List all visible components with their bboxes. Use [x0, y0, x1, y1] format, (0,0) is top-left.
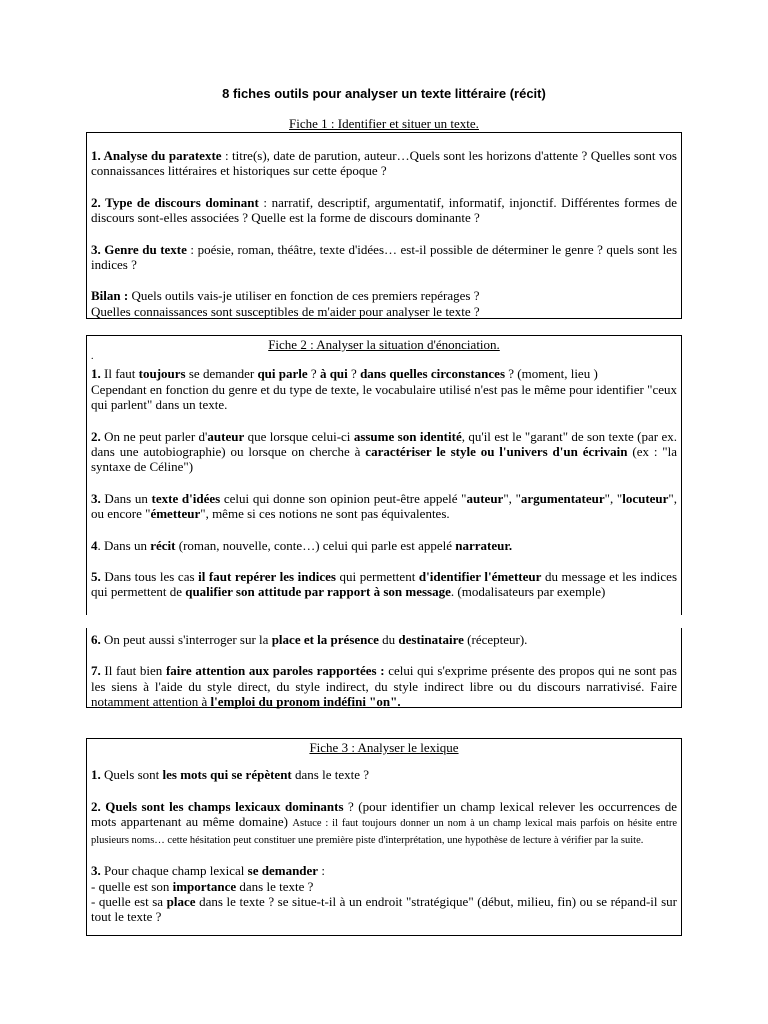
t: - quelle est sa	[91, 894, 167, 910]
t: Dans un	[100, 490, 152, 506]
fiche3-heading: Fiche 3 : Analyser le lexique	[309, 740, 459, 755]
b: l'emploi du pronom indéfini "on".	[210, 694, 401, 710]
t: dans le texte ?	[291, 767, 370, 783]
fiche2-box	[86, 335, 682, 615]
fiche1-paratexte	[91, 148, 677, 179]
fiche1-heading: Fiche 1 : Identifier et situer un texte.	[289, 116, 479, 131]
fiche1-box	[86, 132, 682, 319]
b: locuteur	[622, 490, 669, 506]
num: 3.	[91, 863, 101, 879]
discours-text: : narratif, descriptif, argumentatif, informatif, injonctif. Différentes formes de discours sont-elles associées ? Quelle est la forme de discours dominante ?	[91, 194, 677, 226]
discours-label: 2. Type de discours dominant	[91, 194, 259, 210]
t: . Dans un	[97, 537, 151, 553]
t: Il faut bien	[100, 663, 166, 679]
fiche2-p5	[91, 569, 677, 600]
t: celui qui s'exprime présente des propos qui ne sont pas les siens à l'aide du style direct, du style indirect, du style indirect libre ou du discours narrativisé. Faire notamment attention à	[91, 663, 677, 710]
num: 3.	[91, 490, 101, 506]
stray-dot: .	[91, 351, 94, 363]
t: dans le texte ? se situe-t-il à un endroit "stratégique" (début, milieu, fin) ou se répand-il sur tout le texte ?	[91, 894, 677, 925]
fiche2-p2	[91, 429, 677, 475]
t: Cependant en fonction du genre et du type de texte, le vocabulaire utilisé n'est pas le même pour identifier "ceux qui parlent" dans un texte.	[91, 381, 677, 413]
fiche2-p4	[91, 538, 677, 553]
document-title: 8 fiches outils pour analyser un texte littéraire (récit)	[222, 86, 546, 101]
t: (roman, nouvelle, conte…) celui qui parle est appelé	[175, 537, 456, 553]
num: 5.	[91, 569, 101, 585]
t: , qu'il est le "garant" de son texte (par ex. dans une autobiographie) ou lorsque on cherche à	[91, 428, 677, 460]
b: qualifier son attitude par rapport à son message	[185, 584, 451, 600]
t: qui permettent	[335, 569, 419, 585]
b: il faut repérer les indices	[198, 569, 336, 585]
genre-label: 3. Genre du texte	[91, 241, 187, 257]
b: toujours	[138, 366, 186, 382]
t: (ex : "la syntaxe de Céline")	[91, 444, 677, 475]
b: se demander	[247, 863, 319, 879]
b: auteur	[207, 428, 245, 444]
t: Quels sont	[100, 767, 163, 783]
num: 2.	[91, 428, 101, 444]
t: ", ou encore "	[91, 490, 677, 522]
b: argumentateur	[520, 490, 605, 506]
astuce-note: Astuce : il faut toujours donner un nom à un champ lexical mais parfois on hésite entre plusieurs noms… cette hésitation peut constituer une première piste d'interprétation, une hypothèse de lecture à vérifier par la suite.	[91, 818, 677, 846]
fiche2-p3	[91, 491, 677, 522]
t: ? (pour identifier un champ lexical relever les occurrences de mots appartenant au même domaine)	[91, 798, 677, 830]
num: 1.	[91, 767, 101, 783]
t: On peut aussi s'interroger sur la	[100, 632, 272, 647]
b: qui parle	[257, 366, 308, 382]
fiche2-box-continued	[86, 628, 682, 708]
b: 2. Quels sont les champs lexicaux dominants	[91, 798, 344, 814]
t: ", même si ces notions ne sont pas équivalentes.	[200, 506, 450, 522]
genre-text: : poésie, roman, théâtre, texte d'idées… est-il possible de déterminer le genre ? quels sont les indices ?	[91, 241, 678, 273]
b: d'identifier l'émetteur	[418, 569, 542, 585]
fiche2-p6	[91, 632, 677, 647]
b: assume son identité	[353, 428, 462, 444]
b: auteur	[466, 490, 504, 506]
t: se demander	[185, 366, 258, 382]
bilan-label: Bilan :	[91, 288, 129, 304]
t: que lorsque celui-ci	[244, 428, 354, 444]
num: 4	[91, 537, 98, 553]
t: ?	[307, 366, 320, 382]
t: :	[318, 863, 325, 879]
paratexte-label: 1. Analyse du paratexte	[91, 148, 222, 163]
t: du	[378, 632, 399, 647]
num: 7.	[91, 663, 101, 679]
b: destinataire	[398, 632, 464, 647]
fiche1-bilan	[91, 288, 677, 319]
b: importance	[172, 878, 237, 894]
fiche1-discours	[91, 195, 677, 226]
t: ? (moment, lieu )	[505, 366, 598, 382]
num: 1.	[91, 366, 101, 382]
paratexte-text: : titre(s), date de parution, auteur…Quels sont les horizons d'attente ? Quelles sont vos connaissances littéraires et historiques sur cette époque ?	[91, 148, 677, 179]
b: texte d'idées	[151, 490, 221, 506]
b: les mots qui se répètent	[162, 767, 292, 783]
b: récit	[150, 537, 176, 553]
t: du message et les indices qui permettent de	[91, 569, 678, 600]
num: 6.	[91, 632, 101, 647]
t: celui qui donne son opinion peut-être appelé "	[220, 490, 467, 506]
b: narrateur.	[455, 537, 513, 553]
b: dans quelles circonstances	[360, 366, 505, 382]
bilan-line1: Quels outils vais-je utiliser en fonction de ces premiers repérages ?	[128, 288, 480, 304]
b: place	[166, 894, 196, 910]
t: (récepteur).	[463, 632, 528, 647]
b: à qui	[319, 366, 348, 382]
t: ", "	[604, 490, 623, 506]
fiche2-p1	[91, 366, 677, 412]
b: caractériser le style ou l'univers d'un écrivain	[365, 444, 628, 460]
t: On ne peut parler d'	[100, 428, 208, 444]
fiche3-box	[86, 738, 682, 936]
t: dans le texte ?	[236, 878, 314, 894]
t: Il faut	[100, 366, 139, 382]
t: Pour chaque champ lexical	[100, 863, 248, 879]
bilan-line2: Quelles connaissances sont susceptibles de m'aider pour analyser le texte ?	[91, 303, 480, 319]
fiche2-heading: Fiche 2 : Analyser la situation d'énonciation.	[268, 337, 500, 352]
b: faire attention aux paroles rapportées :	[165, 663, 385, 679]
fiche3-p3	[91, 863, 677, 925]
t: . (modalisateurs par exemple)	[450, 584, 606, 600]
t: - quelle est son	[91, 878, 173, 894]
fiche3-p2	[91, 799, 677, 847]
b: émetteur	[150, 506, 201, 522]
t: ?	[347, 366, 361, 382]
t: Dans tous les cas	[100, 569, 199, 585]
fiche2-p7	[91, 663, 677, 709]
b: place et la présence	[271, 632, 379, 647]
t: ", "	[503, 490, 521, 506]
fiche1-genre	[91, 242, 677, 273]
fiche3-p1	[91, 767, 677, 782]
